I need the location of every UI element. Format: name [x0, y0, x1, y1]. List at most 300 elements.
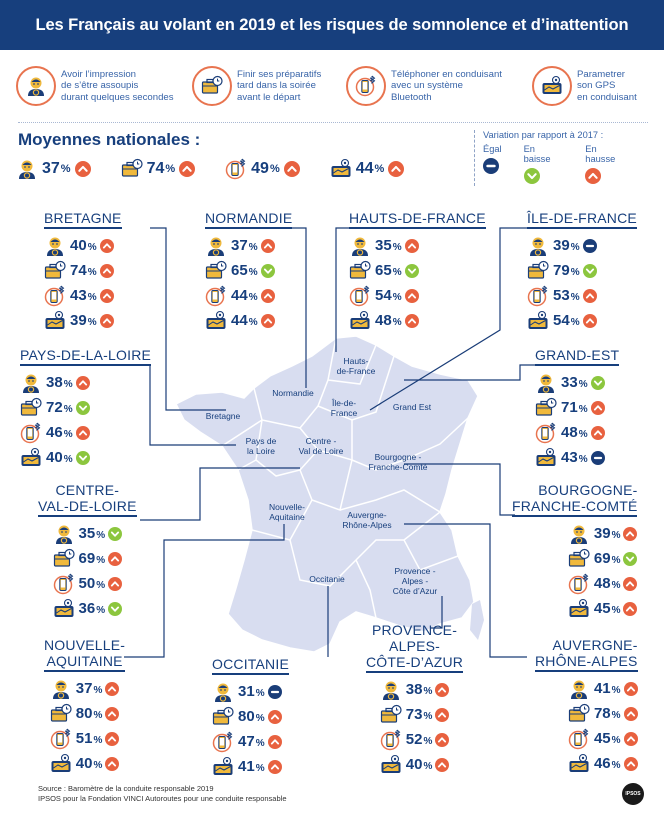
trend-down-icon — [591, 376, 605, 390]
region-name-line: CENTRE- — [55, 482, 120, 498]
trend-up-icon — [268, 735, 282, 749]
map-label-bourgogne-franche-comte — [362, 452, 434, 472]
stat-row — [212, 754, 289, 779]
map-label-line: Bretagne — [205, 411, 241, 421]
stat-row — [366, 752, 463, 777]
trend-up-icon — [388, 161, 404, 177]
region-normandie — [205, 210, 292, 333]
region-name-line: BOURGOGNE- — [538, 482, 638, 498]
stat-row — [205, 258, 292, 283]
region-bourgogne-franche-comte — [512, 482, 637, 621]
percent-sign: % — [392, 291, 402, 303]
region-name-line: CÔTE-D’AZUR — [366, 654, 464, 670]
phone-bluetooth-icon — [568, 728, 590, 750]
region-name-line: RHÔNE-ALPES — [535, 653, 638, 669]
drowsy-driver-icon — [568, 678, 590, 700]
late-preparation-icon — [380, 704, 402, 726]
legend-item-preparation: Finir ses préparatifs tard dans la soirée avant le départ — [192, 62, 321, 110]
map-label-line: Côte d’Azur — [392, 586, 438, 596]
legend-item-gps: Parametrer son GPS en conduisant — [532, 62, 637, 110]
trend-up-icon — [100, 314, 114, 328]
trend-up-icon — [268, 710, 282, 724]
map-label-line: Hauts- — [343, 356, 369, 366]
late-preparation-icon — [201, 75, 223, 97]
map-label-line: Aquitaine — [269, 512, 305, 522]
gps-setup-icon — [527, 310, 549, 332]
percent-sign: % — [63, 453, 73, 465]
corsica-shape — [470, 600, 484, 640]
stat-value: 65 — [231, 262, 248, 279]
map-label-line: Nouvelle- — [269, 502, 305, 512]
percent-sign: % — [248, 241, 258, 253]
trend-down-icon — [405, 264, 419, 278]
region-name-line: HAUTS-DE-FRANCE — [349, 210, 486, 226]
region-name-line: AQUITAINE — [46, 653, 123, 669]
variation-equal-label: Égal — [483, 144, 502, 154]
region-name-line: GRAND-EST — [535, 347, 620, 363]
percent-sign: % — [96, 529, 106, 541]
drowsy-driver-icon — [380, 679, 402, 701]
drowsy-driver-icon — [205, 235, 227, 257]
trend-up-icon — [108, 552, 122, 566]
map-label-pays-de-la-loire — [238, 436, 284, 456]
stat-value: 47 — [238, 733, 255, 750]
trend-down-icon — [623, 552, 637, 566]
stat-value: 46 — [593, 755, 611, 772]
phone-bluetooth-icon — [349, 285, 371, 307]
national-title: Moyennes nationales : — [18, 130, 201, 149]
percent-sign: % — [611, 579, 621, 591]
stat-value: 52 — [405, 731, 423, 748]
trend-up-icon — [583, 289, 597, 303]
region-name — [512, 482, 637, 517]
region-name — [366, 622, 463, 673]
trend-up-icon — [591, 426, 605, 440]
stat-row — [349, 283, 486, 308]
map-label-occitanie — [300, 574, 354, 584]
map-label-line: Alpes - — [401, 576, 429, 586]
percent-sign: % — [96, 579, 106, 591]
map-label-bretagne — [198, 411, 248, 421]
late-preparation-icon — [535, 397, 557, 419]
region-name-line: ÎLE-DE-FRANCE — [527, 210, 637, 226]
stat-row — [44, 258, 122, 283]
region-name-line: NOUVELLE- — [44, 637, 126, 653]
drowsy-driver-icon — [20, 372, 42, 394]
stat-value: 40 — [405, 756, 423, 773]
drowsy-driver-icon — [50, 678, 72, 700]
stat-row — [44, 283, 122, 308]
map-label-line: la Loire — [247, 446, 275, 456]
stat-row — [535, 676, 638, 701]
national-stat — [16, 158, 91, 180]
trend-up-icon — [261, 314, 275, 328]
percent-sign: % — [392, 241, 402, 253]
trend-up-icon — [105, 682, 119, 696]
percent-sign: % — [374, 163, 385, 175]
percent-sign: % — [611, 554, 621, 566]
footer — [38, 784, 287, 804]
stat-value: 45 — [593, 730, 611, 747]
stat-value: 44 — [231, 312, 248, 329]
gps-setup-icon — [20, 447, 42, 469]
region-name — [44, 637, 125, 672]
stat-value: 40 — [46, 449, 63, 466]
stat-value: 71 — [561, 399, 578, 416]
stat-row — [535, 751, 638, 776]
gps-setup-icon — [212, 756, 234, 778]
stat-value: 69 — [593, 550, 611, 567]
region-auvergne-rhone-alpes — [535, 637, 638, 776]
stat-value: 74 — [70, 262, 87, 279]
phone-bluetooth-icon — [568, 573, 590, 595]
region-name-line: AUVERGNE- — [552, 637, 638, 653]
region-name-line: OCCITANIE — [212, 656, 289, 672]
gps-setup-icon — [44, 310, 66, 332]
percent-sign: % — [423, 685, 433, 697]
percent-sign: % — [578, 378, 588, 390]
stat-row — [512, 596, 637, 621]
percent-sign: % — [93, 684, 103, 696]
stat-row — [205, 283, 292, 308]
stat-row — [349, 233, 486, 258]
stat-row — [527, 233, 637, 258]
region-name — [527, 210, 637, 229]
stat-row — [44, 676, 125, 701]
percent-sign: % — [570, 291, 580, 303]
stat-row — [212, 704, 289, 729]
region-ile-de-france — [527, 210, 637, 333]
trend-up-icon — [435, 733, 449, 747]
percent-sign: % — [570, 266, 580, 278]
ipsos-logo: IPSOS — [622, 783, 644, 805]
map-label-normandie — [264, 388, 322, 398]
stat-row — [44, 701, 125, 726]
map-label-line: Rhône-Alpes — [342, 520, 392, 530]
percent-sign: % — [165, 163, 176, 175]
trend-up-icon — [405, 289, 419, 303]
percent-sign: % — [60, 163, 71, 175]
map-label-line: Bourgogne - — [374, 452, 422, 462]
percent-sign: % — [392, 266, 402, 278]
region-occitanie — [212, 656, 289, 779]
region-name-line: ALPES- — [389, 638, 441, 654]
trend-up-icon — [591, 401, 605, 415]
stat-value: 51 — [75, 730, 93, 747]
stat-row — [38, 571, 137, 596]
stat-value: 45 — [593, 600, 611, 617]
trend-up-icon — [624, 707, 638, 721]
region-name-line: PAYS-DE-LA-LOIRE — [20, 347, 152, 363]
late-preparation-icon — [349, 260, 371, 282]
percent-sign: % — [248, 291, 258, 303]
stat-row — [38, 521, 137, 546]
trend-up-icon — [405, 314, 419, 328]
drowsy-driver-icon — [16, 158, 38, 180]
region-name — [20, 347, 151, 366]
percent-sign: % — [255, 687, 265, 699]
stat-row — [512, 546, 637, 571]
trend-up-icon — [583, 314, 597, 328]
stat-row — [366, 702, 463, 727]
stat-row — [366, 677, 463, 702]
legend-item-drowsy: Avoir l’impression de s’être assoupis durant quelques secondes — [16, 62, 174, 110]
divider — [18, 122, 648, 123]
late-preparation-icon — [44, 260, 66, 282]
stat-row — [205, 308, 292, 333]
region-name-line: BRETAGNE — [44, 210, 122, 226]
stat-value: 35 — [375, 237, 392, 254]
percent-sign: % — [248, 316, 258, 328]
national-stat — [330, 158, 405, 180]
gps-setup-icon — [330, 158, 352, 180]
trend-up-icon — [623, 602, 637, 616]
variation-key — [474, 130, 650, 186]
late-preparation-icon — [568, 548, 590, 570]
percent-sign: % — [96, 604, 106, 616]
stat-value: 31 — [238, 683, 255, 700]
stat-row — [349, 308, 486, 333]
percent-sign: % — [611, 734, 621, 746]
drowsy-driver-icon — [212, 681, 234, 703]
stat-row — [44, 233, 122, 258]
stat-row — [527, 283, 637, 308]
percent-sign: % — [570, 316, 580, 328]
phone-bluetooth-icon — [44, 285, 66, 307]
stat-value: 46 — [46, 424, 63, 441]
map-label-line: Île-de- — [331, 398, 357, 408]
trend-up-icon — [75, 161, 91, 177]
region-name — [44, 210, 122, 229]
national-averages — [16, 158, 434, 180]
percent-sign: % — [255, 712, 265, 724]
connector-hdf — [336, 228, 349, 352]
map-label-grand-est — [384, 402, 440, 412]
stat-value: 37 — [75, 680, 93, 697]
legend-item-phone: Téléphoner en conduisant avec un système Bluetooth — [346, 62, 502, 110]
percent-sign: % — [269, 163, 280, 175]
phone-bluetooth-icon — [20, 422, 42, 444]
stat-row — [20, 420, 151, 445]
gps-setup-icon — [541, 75, 563, 97]
percent-sign: % — [423, 710, 433, 722]
stat-row — [44, 308, 122, 333]
percent-sign: % — [93, 759, 103, 771]
late-preparation-icon — [121, 158, 143, 180]
region-name-line: FRANCHE-COMTÉ — [512, 498, 638, 514]
national-stat — [225, 158, 300, 180]
percent-sign: % — [248, 266, 258, 278]
stat-value: 54 — [375, 287, 392, 304]
gps-setup-icon — [535, 447, 557, 469]
stat-row — [535, 726, 638, 751]
stat-value: 50 — [78, 575, 96, 592]
trend-up-icon — [105, 732, 119, 746]
stat-value: 38 — [405, 681, 423, 698]
percent-sign: % — [392, 316, 402, 328]
region-name — [535, 637, 638, 672]
trend-up-icon — [261, 289, 275, 303]
percent-sign: % — [578, 428, 588, 440]
stat-row — [38, 546, 137, 571]
trend-up-icon — [624, 682, 638, 696]
stat-row — [535, 370, 619, 395]
drowsy-driver-icon — [44, 235, 66, 257]
map-label-line: Provence - — [394, 566, 436, 576]
gps-setup-icon — [568, 598, 590, 620]
map-label-line: Centre - — [305, 436, 337, 446]
trend-up-icon — [624, 732, 638, 746]
region-name-line: NORMANDIE — [205, 210, 293, 226]
variation-down-label: En baisse — [523, 144, 551, 164]
map-label-line: Occitanie — [309, 574, 345, 584]
map-label-line: Grand Est — [392, 402, 432, 412]
trend-up-icon — [405, 239, 419, 253]
stat-value: 53 — [553, 287, 570, 304]
percent-sign: % — [87, 266, 97, 278]
stat-value: 78 — [593, 705, 611, 722]
stat-value: 54 — [553, 312, 570, 329]
national-value: 74 — [146, 160, 165, 177]
trend-equal-icon — [583, 239, 597, 253]
stat-row — [44, 751, 125, 776]
stat-row — [527, 308, 637, 333]
trend-up-icon — [624, 757, 638, 771]
stat-value: 72 — [46, 399, 63, 416]
percent-sign: % — [611, 684, 621, 696]
phone-bluetooth-icon — [225, 158, 247, 180]
phone-bluetooth-icon — [50, 728, 72, 750]
percent-sign: % — [578, 403, 588, 415]
phone-bluetooth-icon — [355, 75, 377, 97]
percent-sign: % — [611, 529, 621, 541]
map-label-centre-val-de-loire — [290, 436, 352, 456]
region-hauts-de-france — [349, 210, 486, 333]
stat-row — [44, 726, 125, 751]
trend-up-icon — [100, 289, 114, 303]
drowsy-driver-icon — [568, 523, 590, 545]
stat-row — [535, 420, 619, 445]
stat-row — [535, 445, 619, 470]
national-stat — [121, 158, 196, 180]
stat-value: 79 — [553, 262, 570, 279]
percent-sign: % — [255, 762, 265, 774]
stat-row — [212, 729, 289, 754]
stat-value: 73 — [405, 706, 423, 723]
phone-bluetooth-icon — [527, 285, 549, 307]
source-text: Source : Baromètre de la conduite responsable 2019 — [38, 784, 214, 793]
trend-up-icon — [100, 264, 114, 278]
trend-down-icon — [583, 264, 597, 278]
late-preparation-icon — [212, 706, 234, 728]
percent-sign: % — [578, 453, 588, 465]
percent-sign: % — [611, 604, 621, 616]
stat-row — [38, 596, 137, 621]
national-value: 37 — [42, 160, 60, 177]
stat-row — [366, 727, 463, 752]
percent-sign: % — [255, 737, 265, 749]
map-label-line: Normandie — [272, 388, 314, 398]
stat-value: 39 — [553, 237, 570, 254]
trend-up-icon — [108, 577, 122, 591]
map-label-line: de-France — [336, 366, 376, 376]
region-paca — [366, 622, 463, 777]
gps-setup-icon — [205, 310, 227, 332]
stat-row — [512, 571, 637, 596]
down-icon — [524, 168, 540, 184]
stat-value: 39 — [593, 525, 611, 542]
map-label-ile-de-france — [320, 398, 368, 418]
percent-sign: % — [87, 241, 97, 253]
trend-up-icon — [76, 376, 90, 390]
percent-sign: % — [63, 378, 73, 390]
stat-value: 40 — [75, 755, 93, 772]
percent-sign: % — [423, 735, 433, 747]
stat-row — [20, 370, 151, 395]
percent-sign: % — [423, 760, 433, 772]
stat-value: 80 — [238, 708, 255, 725]
trend-equal-icon — [591, 451, 605, 465]
stat-value: 36 — [78, 600, 96, 617]
stat-value: 43 — [70, 287, 87, 304]
phone-bluetooth-icon — [53, 573, 75, 595]
map-label-line: Val de Loire — [298, 446, 344, 456]
stat-value: 69 — [78, 550, 96, 567]
gps-setup-icon — [349, 310, 371, 332]
stat-value: 35 — [78, 525, 96, 542]
map-label-auvergne-rhone-alpes — [332, 510, 402, 530]
stat-row — [349, 258, 486, 283]
stat-value: 33 — [561, 374, 578, 391]
drowsy-driver-icon — [53, 523, 75, 545]
gps-setup-icon — [380, 754, 402, 776]
map-label-nouvelle-aquitaine — [256, 502, 318, 522]
drowsy-driver-icon — [349, 235, 371, 257]
stat-value: 40 — [70, 237, 87, 254]
late-preparation-icon — [53, 548, 75, 570]
phone-bluetooth-icon — [380, 729, 402, 751]
percent-sign: % — [570, 241, 580, 253]
stat-row — [512, 521, 637, 546]
up-icon — [585, 168, 601, 184]
credit-text: IPSOS pour la Fondation VINCI Autoroutes pour une conduite responsable — [38, 794, 287, 803]
stat-value: 48 — [593, 575, 611, 592]
stat-row — [212, 679, 289, 704]
region-name — [535, 347, 619, 366]
phone-bluetooth-icon — [205, 285, 227, 307]
map-label-hauts-de-france — [330, 356, 382, 376]
percent-sign: % — [63, 403, 73, 415]
trend-up-icon — [435, 708, 449, 722]
region-grand-est — [535, 347, 619, 470]
region-name-line: VAL-DE-LOIRE — [38, 498, 137, 514]
trend-up-icon — [284, 161, 300, 177]
percent-sign: % — [93, 709, 103, 721]
region-centre-val-de-loire — [38, 482, 137, 621]
trend-up-icon — [179, 161, 195, 177]
stat-value: 43 — [561, 449, 578, 466]
trend-down-icon — [108, 602, 122, 616]
page-title: Les Français au volant en 2019 et les risques de somnolence et d’inattention — [0, 0, 664, 50]
late-preparation-icon — [50, 703, 72, 725]
drowsy-driver-icon — [527, 235, 549, 257]
phone-bluetooth-icon — [535, 422, 557, 444]
trend-up-icon — [623, 527, 637, 541]
percent-sign: % — [611, 759, 621, 771]
drowsy-driver-icon — [535, 372, 557, 394]
stat-row — [535, 395, 619, 420]
trend-down-icon — [261, 264, 275, 278]
